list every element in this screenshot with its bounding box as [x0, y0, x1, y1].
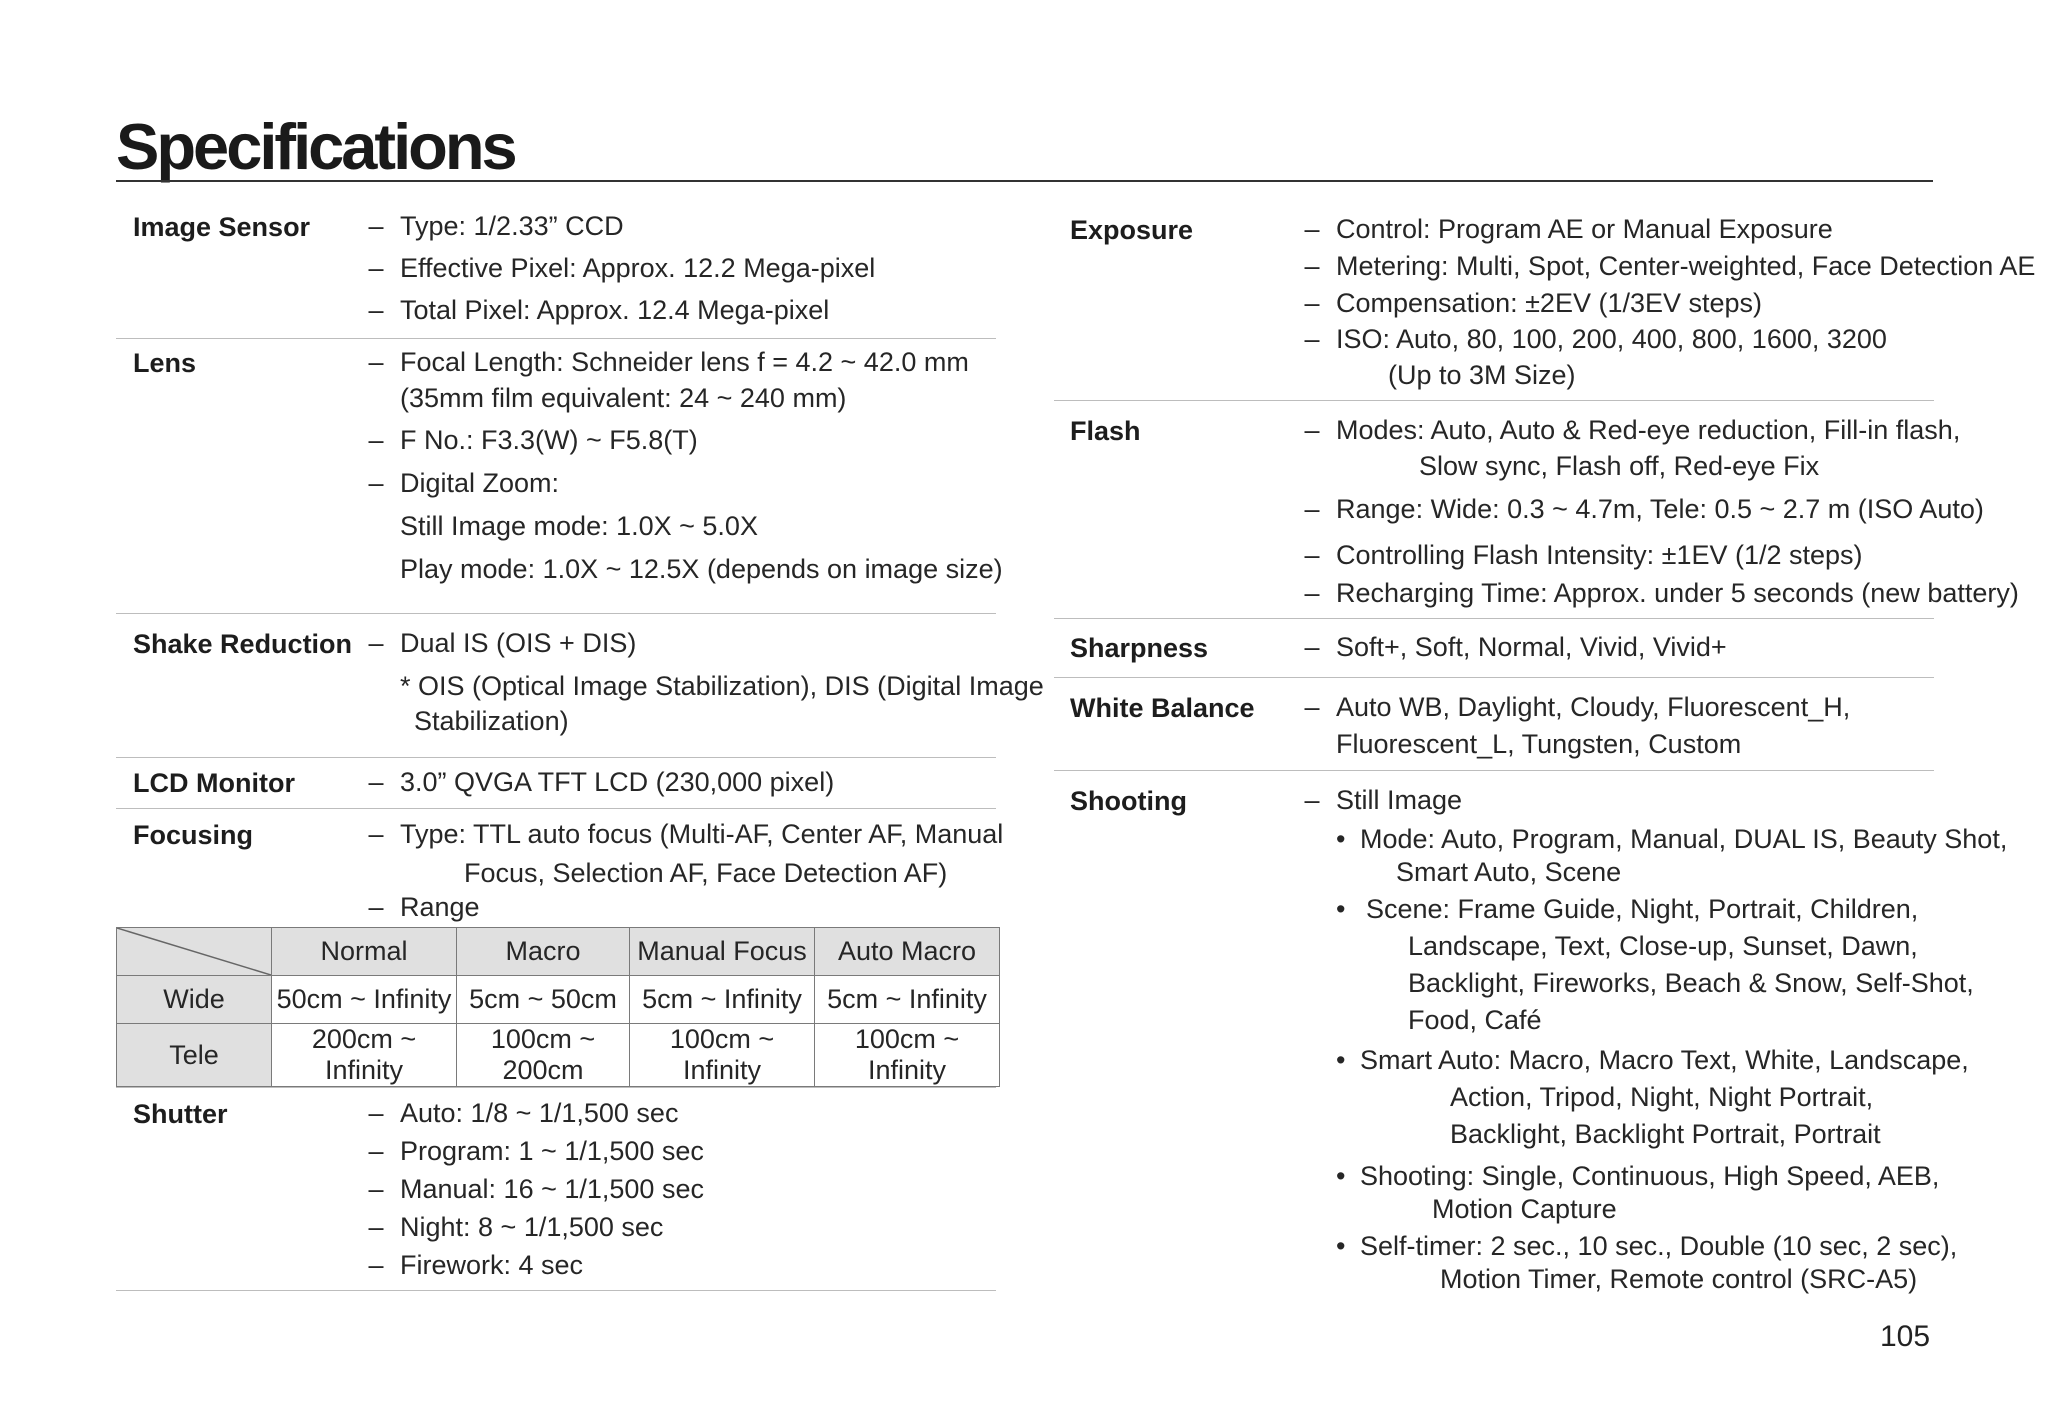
table-cell: 100cm ~ 200cm [457, 1024, 630, 1087]
spec-item-continuation: Food, Café [1408, 1005, 1542, 1035]
spec-shutter: Shutter – Auto: 1/8 ~ 1/1,500 sec – Program: 1 ~ 1/1,500 sec – Manual: 16 ~ 1/1,500 sec – Night: 8 ~ 1/1,500 sec – Firework: 4 sec [116, 1087, 996, 1291]
spec-item-continuation: (Up to 3M Size) [1388, 360, 1576, 390]
focus-range-table [116, 927, 1000, 1087]
spec-label: Lens [133, 348, 197, 378]
spec-item-continuation: Fluorescent_L, Tungsten, Custom [1336, 729, 1742, 759]
spec-item-continuation: Action, Tripod, Night, Night Portrait, [1450, 1082, 1874, 1112]
spec-lens: Lens – Focal Length: Schneider lens f = 4.2 ~ 42.0 mm (35mm film equivalent: 24 ~ 240 mm) – F No.: F3.3(W) ~ F5.8(T) – Digital Zoom: Still Image mode: 1.0X ~ 5.0X Play mode: 1.0X ~ 12.5X (depends on image size) [116, 339, 996, 614]
right-column [1054, 200, 2036, 1301]
spec-item-continuation: Slow sync, Flash off, Red-eye Fix [1419, 451, 1820, 481]
table-corner-cell [117, 928, 272, 976]
spec-item-continuation: Backlight, Fireworks, Beach & Snow, Self-Shot, [1408, 968, 1974, 998]
table-cell: 100cm ~ Infinity [815, 1024, 1000, 1087]
spec-label: Flash [1070, 416, 1141, 446]
table-header: Normal [272, 928, 457, 976]
spec-item-continuation: (35mm film equivalent: 24 ~ 240 mm) [400, 383, 847, 413]
spec-image-sensor: Image Sensor – Type: 1/2.33” CCD – Effective Pixel: Approx. 12.2 Mega-pixel – Total Pixel: Approx. 12.4 Mega-pixel [116, 196, 996, 339]
spec-sharpness: Sharpness – Soft+, Soft, Normal, Vivid, Vivid+ [1054, 619, 1934, 678]
diagonal-line [117, 928, 271, 975]
spec-item-continuation: Smart Auto, Scene [1396, 857, 1622, 887]
spec-white-balance: White Balance – Auto WB, Daylight, Cloudy, Fluorescent_H, Fluorescent_L, Tungsten, Custom [1054, 678, 1934, 771]
page-number: 105 [1880, 1320, 1931, 1353]
table-row-header: Wide [117, 976, 272, 1024]
table-row [117, 1024, 1000, 1087]
table-row [117, 976, 1000, 1024]
spec-label: White Balance [1070, 693, 1255, 723]
spec-label: Sharpness [1070, 633, 1209, 663]
table-cell: 50cm ~ Infinity [272, 976, 457, 1024]
table-cell: 5cm ~ Infinity [630, 976, 815, 1024]
table-header: Macro [457, 928, 630, 976]
table-header: Auto Macro [815, 928, 1000, 976]
spec-note: Stabilization) [414, 706, 569, 736]
spec-note: * OIS (Optical Image Stabilization), DIS (Digital Image [400, 671, 1044, 701]
spec-item-continuation: Backlight, Backlight Portrait, Portrait [1450, 1119, 1881, 1149]
spec-item-continuation: Motion Timer, Remote control (SRC-A5) [1440, 1264, 1918, 1294]
spec-label: LCD Monitor [133, 768, 295, 798]
table-cell: 5cm ~ Infinity [815, 976, 1000, 1024]
table-cell: 5cm ~ 50cm [457, 976, 630, 1024]
spec-label: Shutter [133, 1099, 228, 1129]
table-header: Manual Focus [630, 928, 815, 976]
spec-shooting: Shooting – Still Image • Mode: Auto, Program, Manual, DUAL IS, Beauty Shot, Smart Auto, Scene • Scene: Frame Guide, Night, Portrait, Children, Landscape, Text, Close-up, Sunset, Dawn, Backlight, Fireworks, Beach & Snow, Self-Shot, Food, Café • Smart Auto: Macro, Macro Text, White, Landscape, Action, Tripod, Night, Night Portrait, Backlight, Backlight Portrait, Portrait • Shooting: Single, Continuous, High Speed, AEB, Motion Capture • Self-timer: 2 sec., 10 sec., Double (10 sec, 2 sec), Motion Timer, Remote control (SRC-A5) [1070, 785, 2008, 1294]
table-row-header: Tele [117, 1024, 272, 1087]
spec-item-continuation: Focus, Selection AF, Face Detection AF) [464, 858, 948, 888]
table-cell: 200cm ~ Infinity [272, 1024, 457, 1087]
page-title: Specifications [116, 110, 515, 183]
table-cell: 100cm ~ Infinity [630, 1024, 815, 1087]
spec-lcd-monitor: LCD Monitor – 3.0” QVGA TFT LCD (230,000 pixel) [116, 758, 996, 809]
spec-item-continuation: Still Image mode: 1.0X ~ 5.0X [400, 511, 758, 541]
spec-item-continuation: Landscape, Text, Close-up, Sunset, Dawn, [1408, 931, 1918, 961]
spec-label: Shooting [1070, 786, 1187, 816]
spec-shake-reduction: Shake Reduction – Dual IS (OIS + DIS) * OIS (Optical Image Stabilization), DIS (Digital Image Stabilization) [116, 614, 996, 758]
spec-focusing: Focusing – Type: TTL auto focus (Multi-AF, Center AF, Manual Focus, Selection AF, Face Detection AF) – Range [133, 819, 1004, 922]
spec-flash: Flash – Modes: Auto, Auto & Red-eye reduction, Fill-in flash, Slow sync, Flash off, Red-eye Fix – Range: Wide: 0.3 ~ 4.7m, Tele: 0.5 ~ 2.7 m (ISO Auto) – Controlling Flash Intensity: ±1EV (1/2 steps) – Recharging Time: Approx. under 5 seconds (new battery) [1054, 401, 1934, 619]
spec-item-continuation: Motion Capture [1432, 1194, 1617, 1224]
spec-label: Shake Reduction [133, 629, 353, 659]
spec-label: Exposure [1070, 215, 1194, 245]
table-header-row [117, 928, 1000, 976]
spec-exposure: Exposure – Control: Program AE or Manual Exposure – Metering: Multi, Spot, Center-weighted, Face Detection AE – Compensation: ±2EV (1/3EV steps) – ISO: Auto, 80, 100, 200, 400, 800, 1600, 3200 (Up to 3M Size) [1054, 200, 1934, 401]
spec-label: Focusing [133, 820, 253, 850]
title-rule [116, 180, 1933, 182]
spec-label: Image Sensor [133, 212, 311, 242]
spec-item-continuation: Play mode: 1.0X ~ 12.5X (depends on image size) [400, 554, 1003, 584]
left-column [116, 196, 1044, 931]
